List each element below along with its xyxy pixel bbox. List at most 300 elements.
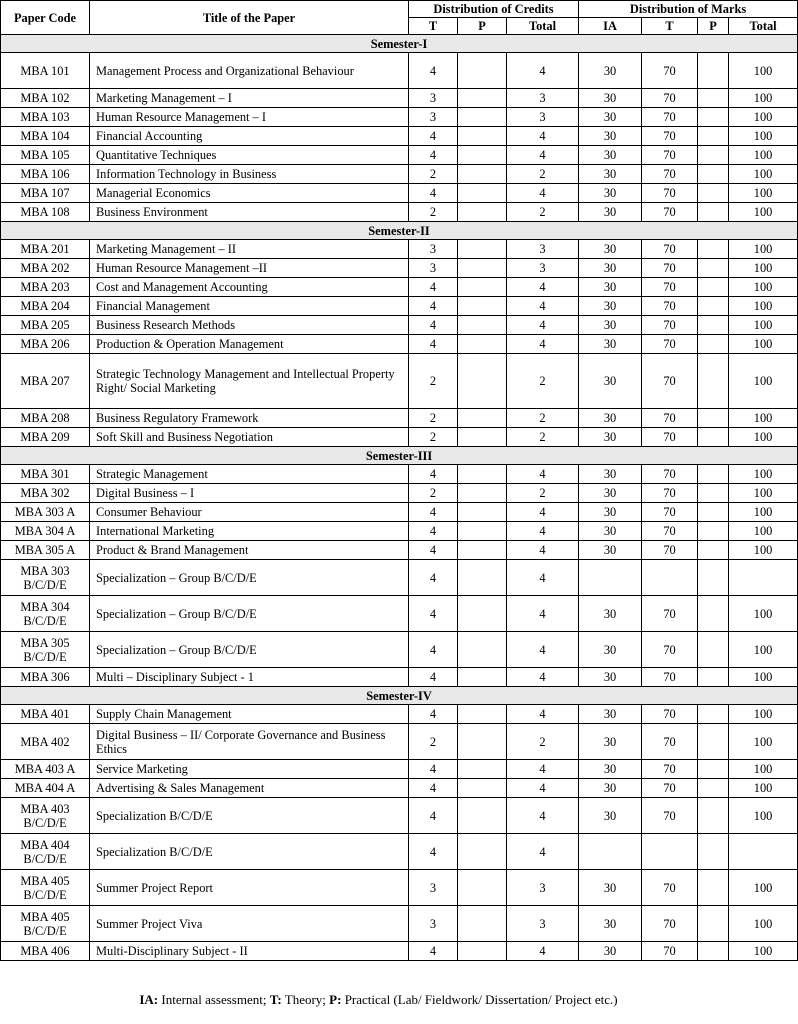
marks-total-cell: 100 xyxy=(729,942,798,961)
footnote-ia-key: IA: xyxy=(139,992,159,1007)
marks-p-cell xyxy=(698,354,729,409)
paper-title-cell: Multi-Disciplinary Subject - II xyxy=(90,942,409,961)
table-row xyxy=(1,484,798,503)
marks-total-cell: 100 xyxy=(729,203,798,222)
marks-total-cell: 100 xyxy=(729,798,798,834)
credit-total-cell: 4 xyxy=(507,503,579,522)
paper-title-cell: Managerial Economics xyxy=(90,184,409,203)
credit-p-cell xyxy=(458,465,507,484)
credit-p-cell xyxy=(458,240,507,259)
paper-code-cell: MBA 401 xyxy=(1,705,90,724)
paper-code-cell: MBA 305 A xyxy=(1,541,90,560)
paper-title-cell: Production & Operation Management xyxy=(90,335,409,354)
marks-ia-cell: 30 xyxy=(579,484,642,503)
credit-t-cell: 4 xyxy=(409,503,458,522)
marks-total-cell xyxy=(729,834,798,870)
paper-code-cell: MBA 303 A xyxy=(1,503,90,522)
table-row xyxy=(1,834,798,870)
marks-ia-cell: 30 xyxy=(579,409,642,428)
semester-row xyxy=(1,687,798,705)
credit-t-cell: 4 xyxy=(409,834,458,870)
paper-code-cell: MBA 304 B/C/D/E xyxy=(1,596,90,632)
credit-p-cell xyxy=(458,127,507,146)
credit-t-cell: 4 xyxy=(409,522,458,541)
marks-t-cell: 70 xyxy=(642,278,698,297)
marks-ia-cell: 30 xyxy=(579,354,642,409)
credit-total-cell: 4 xyxy=(507,53,579,89)
credit-p-cell xyxy=(458,278,507,297)
credit-p-cell xyxy=(458,165,507,184)
table-row xyxy=(1,335,798,354)
marks-total-cell xyxy=(729,560,798,596)
marks-p-cell xyxy=(698,870,729,906)
marks-p-cell xyxy=(698,108,729,127)
credit-total-cell: 4 xyxy=(507,834,579,870)
table-row xyxy=(1,668,798,687)
marks-total-cell: 100 xyxy=(729,428,798,447)
paper-title-cell: Business Research Methods xyxy=(90,316,409,335)
credit-p-cell xyxy=(458,779,507,798)
table-row xyxy=(1,760,798,779)
paper-title-cell: Quantitative Techniques xyxy=(90,146,409,165)
credit-t-cell: 3 xyxy=(409,906,458,942)
header-marks-t: T xyxy=(642,18,698,35)
credit-p-cell xyxy=(458,560,507,596)
credit-p-cell xyxy=(458,108,507,127)
marks-p-cell xyxy=(698,127,729,146)
header-credit-p: P xyxy=(458,18,507,35)
credit-t-cell: 4 xyxy=(409,541,458,560)
credit-p-cell xyxy=(458,632,507,668)
paper-code-cell: MBA 404 A xyxy=(1,779,90,798)
marks-t-cell: 70 xyxy=(642,89,698,108)
table-row xyxy=(1,596,798,632)
footnote-t-text: Theory; xyxy=(281,992,330,1007)
marks-t-cell: 70 xyxy=(642,409,698,428)
header-paper-code: Paper Code xyxy=(1,1,90,35)
credit-p-cell xyxy=(458,316,507,335)
table-row xyxy=(1,184,798,203)
table-row xyxy=(1,870,798,906)
marks-total-cell: 100 xyxy=(729,484,798,503)
paper-code-cell: MBA 203 xyxy=(1,278,90,297)
footnote-p-key: P: xyxy=(329,992,342,1007)
paper-code-cell: MBA 303 B/C/D/E xyxy=(1,560,90,596)
table-row xyxy=(1,240,798,259)
marks-t-cell: 70 xyxy=(642,203,698,222)
paper-code-cell: MBA 301 xyxy=(1,465,90,484)
table-row xyxy=(1,108,798,127)
credit-total-cell: 4 xyxy=(507,316,579,335)
paper-title-cell: Digital Business – II/ Corporate Governance and Business Ethics xyxy=(90,724,409,760)
paper-code-cell: MBA 207 xyxy=(1,354,90,409)
credit-total-cell: 4 xyxy=(507,942,579,961)
credit-p-cell xyxy=(458,906,507,942)
marks-total-cell: 100 xyxy=(729,184,798,203)
marks-total-cell: 100 xyxy=(729,724,798,760)
table-row xyxy=(1,259,798,278)
table-row xyxy=(1,560,798,596)
marks-t-cell: 70 xyxy=(642,798,698,834)
credit-t-cell: 2 xyxy=(409,354,458,409)
paper-title-cell: Soft Skill and Business Negotiation xyxy=(90,428,409,447)
marks-p-cell xyxy=(698,165,729,184)
marks-p-cell xyxy=(698,278,729,297)
semester-heading: Semester-I xyxy=(1,35,798,53)
marks-total-cell: 100 xyxy=(729,668,798,687)
credit-total-cell: 2 xyxy=(507,203,579,222)
semester-row xyxy=(1,447,798,465)
credit-t-cell: 2 xyxy=(409,203,458,222)
header-title: Title of the Paper xyxy=(90,1,409,35)
footnote-p-text: Practical (Lab/ Fieldwork/ Dissertation/ Project etc.) xyxy=(341,992,618,1007)
credit-p-cell xyxy=(458,259,507,278)
table-row xyxy=(1,354,798,409)
marks-t-cell: 70 xyxy=(642,779,698,798)
marks-t-cell: 70 xyxy=(642,724,698,760)
credit-p-cell xyxy=(458,798,507,834)
credit-p-cell xyxy=(458,184,507,203)
table-row xyxy=(1,428,798,447)
table-row xyxy=(1,503,798,522)
table-row xyxy=(1,297,798,316)
credit-total-cell: 2 xyxy=(507,484,579,503)
marks-p-cell xyxy=(698,428,729,447)
paper-title-cell: Strategic Management xyxy=(90,465,409,484)
credit-t-cell: 3 xyxy=(409,108,458,127)
credit-total-cell: 2 xyxy=(507,428,579,447)
paper-code-cell: MBA 302 xyxy=(1,484,90,503)
marks-t-cell: 70 xyxy=(642,165,698,184)
marks-ia-cell: 30 xyxy=(579,724,642,760)
marks-p-cell xyxy=(698,484,729,503)
credit-t-cell: 4 xyxy=(409,596,458,632)
paper-code-cell: MBA 404 B/C/D/E xyxy=(1,834,90,870)
marks-ia-cell: 30 xyxy=(579,335,642,354)
semester-heading: Semester-III xyxy=(1,447,798,465)
marks-ia-cell: 30 xyxy=(579,165,642,184)
credit-total-cell: 3 xyxy=(507,89,579,108)
credit-total-cell: 3 xyxy=(507,870,579,906)
marks-ia-cell: 30 xyxy=(579,89,642,108)
marks-ia-cell: 30 xyxy=(579,906,642,942)
credit-t-cell: 4 xyxy=(409,942,458,961)
paper-code-cell: MBA 201 xyxy=(1,240,90,259)
paper-code-cell: MBA 101 xyxy=(1,53,90,89)
marks-p-cell xyxy=(698,942,729,961)
marks-t-cell: 70 xyxy=(642,127,698,146)
credit-total-cell: 2 xyxy=(507,409,579,428)
marks-ia-cell: 30 xyxy=(579,596,642,632)
header-marks-total: Total xyxy=(729,18,798,35)
marks-total-cell: 100 xyxy=(729,705,798,724)
paper-title-cell: Information Technology in Business xyxy=(90,165,409,184)
marks-total-cell: 100 xyxy=(729,127,798,146)
paper-title-cell: Marketing Management – I xyxy=(90,89,409,108)
marks-t-cell xyxy=(642,560,698,596)
credit-p-cell xyxy=(458,409,507,428)
paper-title-cell: Summer Project Viva xyxy=(90,906,409,942)
marks-total-cell: 100 xyxy=(729,906,798,942)
paper-code-cell: MBA 102 xyxy=(1,89,90,108)
header-credit-total: Total xyxy=(507,18,579,35)
credit-p-cell xyxy=(458,503,507,522)
marks-t-cell: 70 xyxy=(642,705,698,724)
marks-ia-cell: 30 xyxy=(579,779,642,798)
semester-row xyxy=(1,222,798,240)
paper-title-cell: Specialization – Group B/C/D/E xyxy=(90,632,409,668)
paper-code-cell: MBA 402 xyxy=(1,724,90,760)
table-row xyxy=(1,522,798,541)
marks-t-cell: 70 xyxy=(642,53,698,89)
semester-heading: Semester-II xyxy=(1,222,798,240)
paper-title-cell: Specialization – Group B/C/D/E xyxy=(90,560,409,596)
marks-p-cell xyxy=(698,760,729,779)
marks-total-cell: 100 xyxy=(729,632,798,668)
credit-p-cell xyxy=(458,724,507,760)
paper-code-cell: MBA 406 xyxy=(1,942,90,961)
table-row xyxy=(1,465,798,484)
marks-total-cell: 100 xyxy=(729,335,798,354)
marks-p-cell xyxy=(698,522,729,541)
credit-total-cell: 4 xyxy=(507,560,579,596)
semester-row xyxy=(1,35,798,53)
header-credits: Distribution of Credits xyxy=(409,1,579,18)
marks-p-cell xyxy=(698,668,729,687)
credit-t-cell: 4 xyxy=(409,53,458,89)
marks-ia-cell: 30 xyxy=(579,146,642,165)
marks-total-cell: 100 xyxy=(729,259,798,278)
credit-p-cell xyxy=(458,705,507,724)
credit-total-cell: 4 xyxy=(507,632,579,668)
paper-title-cell: Consumer Behaviour xyxy=(90,503,409,522)
paper-title-cell: Financial Accounting xyxy=(90,127,409,146)
marks-total-cell: 100 xyxy=(729,503,798,522)
marks-p-cell xyxy=(698,798,729,834)
table-row xyxy=(1,316,798,335)
paper-code-cell: MBA 209 xyxy=(1,428,90,447)
credit-t-cell: 2 xyxy=(409,428,458,447)
marks-p-cell xyxy=(698,240,729,259)
marks-p-cell xyxy=(698,560,729,596)
marks-p-cell xyxy=(698,316,729,335)
paper-title-cell: Human Resource Management –II xyxy=(90,259,409,278)
marks-t-cell: 70 xyxy=(642,335,698,354)
credit-total-cell: 4 xyxy=(507,127,579,146)
table-row xyxy=(1,705,798,724)
paper-title-cell: Digital Business – I xyxy=(90,484,409,503)
credit-t-cell: 3 xyxy=(409,870,458,906)
marks-total-cell: 100 xyxy=(729,89,798,108)
table-row xyxy=(1,278,798,297)
header-marks-p: P xyxy=(698,18,729,35)
marks-total-cell: 100 xyxy=(729,316,798,335)
marks-t-cell: 70 xyxy=(642,108,698,127)
table-row xyxy=(1,146,798,165)
credit-total-cell: 4 xyxy=(507,779,579,798)
paper-code-cell: MBA 305 B/C/D/E xyxy=(1,632,90,668)
credit-t-cell: 4 xyxy=(409,760,458,779)
marks-ia-cell: 30 xyxy=(579,465,642,484)
paper-code-cell: MBA 405 B/C/D/E xyxy=(1,906,90,942)
paper-code-cell: MBA 104 xyxy=(1,127,90,146)
credit-total-cell: 2 xyxy=(507,354,579,409)
marks-p-cell xyxy=(698,335,729,354)
marks-p-cell xyxy=(698,53,729,89)
marks-p-cell xyxy=(698,259,729,278)
marks-t-cell: 70 xyxy=(642,484,698,503)
paper-code-cell: MBA 105 xyxy=(1,146,90,165)
marks-ia-cell: 30 xyxy=(579,541,642,560)
credit-t-cell: 4 xyxy=(409,465,458,484)
paper-title-cell: Business Regulatory Framework xyxy=(90,409,409,428)
marks-t-cell: 70 xyxy=(642,297,698,316)
credit-total-cell: 4 xyxy=(507,541,579,560)
marks-ia-cell: 30 xyxy=(579,760,642,779)
marks-t-cell: 70 xyxy=(642,259,698,278)
marks-p-cell xyxy=(698,779,729,798)
marks-ia-cell: 30 xyxy=(579,203,642,222)
credit-t-cell: 4 xyxy=(409,278,458,297)
credit-total-cell: 4 xyxy=(507,705,579,724)
paper-code-cell: MBA 106 xyxy=(1,165,90,184)
credit-p-cell xyxy=(458,522,507,541)
marks-total-cell: 100 xyxy=(729,354,798,409)
paper-title-cell: Financial Management xyxy=(90,297,409,316)
paper-title-cell: Multi – Disciplinary Subject - 1 xyxy=(90,668,409,687)
paper-code-cell: MBA 304 A xyxy=(1,522,90,541)
header-marks-ia: IA xyxy=(579,18,642,35)
paper-code-cell: MBA 208 xyxy=(1,409,90,428)
marks-t-cell: 70 xyxy=(642,906,698,942)
marks-total-cell: 100 xyxy=(729,409,798,428)
table-row xyxy=(1,203,798,222)
paper-code-cell: MBA 202 xyxy=(1,259,90,278)
marks-t-cell: 70 xyxy=(642,541,698,560)
credit-t-cell: 4 xyxy=(409,779,458,798)
credit-t-cell: 2 xyxy=(409,724,458,760)
marks-ia-cell: 30 xyxy=(579,53,642,89)
marks-t-cell: 70 xyxy=(642,596,698,632)
table-row xyxy=(1,779,798,798)
credit-t-cell: 3 xyxy=(409,89,458,108)
paper-code-cell: MBA 205 xyxy=(1,316,90,335)
marks-ia-cell: 30 xyxy=(579,184,642,203)
credit-p-cell xyxy=(458,760,507,779)
marks-total-cell: 100 xyxy=(729,53,798,89)
footnote xyxy=(0,992,757,1008)
table-row xyxy=(1,942,798,961)
paper-code-cell: MBA 103 xyxy=(1,108,90,127)
marks-t-cell: 70 xyxy=(642,503,698,522)
credit-total-cell: 3 xyxy=(507,108,579,127)
credit-total-cell: 4 xyxy=(507,522,579,541)
marks-ia-cell: 30 xyxy=(579,942,642,961)
marks-t-cell: 70 xyxy=(642,522,698,541)
marks-total-cell: 100 xyxy=(729,146,798,165)
marks-total-cell: 100 xyxy=(729,779,798,798)
marks-p-cell xyxy=(698,906,729,942)
credit-p-cell xyxy=(458,146,507,165)
credit-p-cell xyxy=(458,668,507,687)
marks-total-cell: 100 xyxy=(729,870,798,906)
marks-t-cell: 70 xyxy=(642,316,698,335)
marks-ia-cell: 30 xyxy=(579,522,642,541)
credit-t-cell: 2 xyxy=(409,165,458,184)
marks-total-cell: 100 xyxy=(729,297,798,316)
credit-t-cell: 4 xyxy=(409,560,458,596)
table-row xyxy=(1,53,798,89)
marks-ia-cell: 30 xyxy=(579,503,642,522)
credit-total-cell: 4 xyxy=(507,798,579,834)
marks-ia-cell: 30 xyxy=(579,278,642,297)
marks-p-cell xyxy=(698,632,729,668)
marks-t-cell: 70 xyxy=(642,146,698,165)
table-row xyxy=(1,541,798,560)
marks-t-cell: 70 xyxy=(642,942,698,961)
credit-t-cell: 4 xyxy=(409,316,458,335)
credit-total-cell: 4 xyxy=(507,297,579,316)
credit-total-cell: 4 xyxy=(507,335,579,354)
marks-p-cell xyxy=(698,705,729,724)
paper-title-cell: Cost and Management Accounting xyxy=(90,278,409,297)
paper-title-cell: Human Resource Management – I xyxy=(90,108,409,127)
paper-title-cell: Business Environment xyxy=(90,203,409,222)
marks-p-cell xyxy=(698,203,729,222)
table-row xyxy=(1,127,798,146)
credit-p-cell xyxy=(458,484,507,503)
credit-t-cell: 4 xyxy=(409,798,458,834)
marks-ia-cell: 30 xyxy=(579,259,642,278)
credit-p-cell xyxy=(458,834,507,870)
marks-p-cell xyxy=(698,146,729,165)
footnote-t-key: T: xyxy=(269,992,282,1007)
paper-title-cell: Advertising & Sales Management xyxy=(90,779,409,798)
marks-total-cell: 100 xyxy=(729,465,798,484)
marks-t-cell: 70 xyxy=(642,184,698,203)
marks-p-cell xyxy=(698,541,729,560)
credit-t-cell: 4 xyxy=(409,705,458,724)
paper-code-cell: MBA 206 xyxy=(1,335,90,354)
marks-ia-cell: 30 xyxy=(579,870,642,906)
credit-total-cell: 2 xyxy=(507,724,579,760)
paper-code-cell: MBA 108 xyxy=(1,203,90,222)
marks-p-cell xyxy=(698,409,729,428)
credit-p-cell xyxy=(458,89,507,108)
marks-p-cell xyxy=(698,297,729,316)
paper-title-cell: Marketing Management – II xyxy=(90,240,409,259)
marks-total-cell: 100 xyxy=(729,165,798,184)
credit-p-cell xyxy=(458,53,507,89)
credit-total-cell: 4 xyxy=(507,465,579,484)
table-row xyxy=(1,89,798,108)
paper-code-cell: MBA 204 xyxy=(1,297,90,316)
marks-total-cell: 100 xyxy=(729,522,798,541)
paper-code-cell: MBA 403 A xyxy=(1,760,90,779)
credit-t-cell: 4 xyxy=(409,127,458,146)
paper-title-cell: Product & Brand Management xyxy=(90,541,409,560)
credit-p-cell xyxy=(458,541,507,560)
credit-total-cell: 2 xyxy=(507,165,579,184)
marks-p-cell xyxy=(698,89,729,108)
credit-t-cell: 4 xyxy=(409,335,458,354)
credit-t-cell: 4 xyxy=(409,184,458,203)
credit-t-cell: 4 xyxy=(409,668,458,687)
marks-ia-cell xyxy=(579,834,642,870)
paper-title-cell: Supply Chain Management xyxy=(90,705,409,724)
credit-total-cell: 3 xyxy=(507,259,579,278)
marks-p-cell xyxy=(698,596,729,632)
